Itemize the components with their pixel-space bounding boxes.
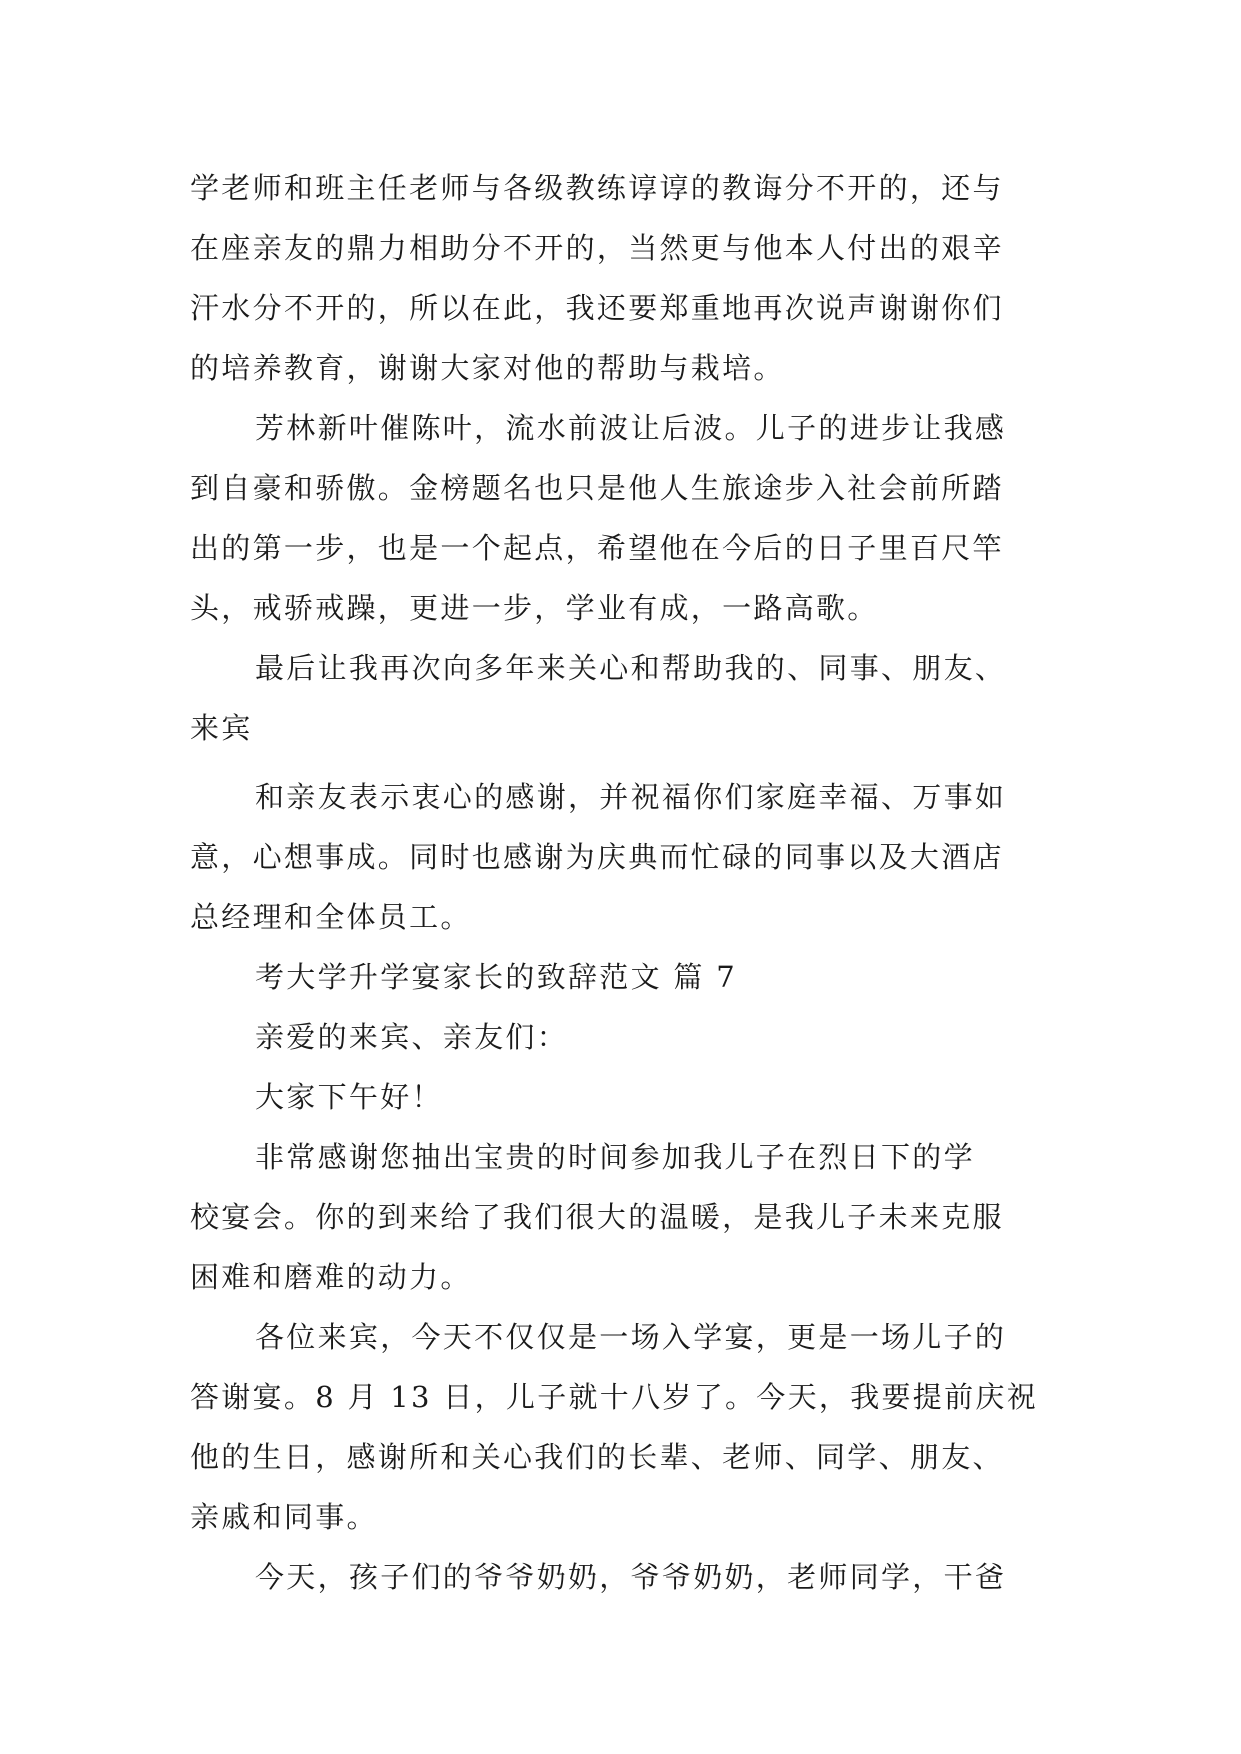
greeting: 大家下午好！	[255, 1080, 443, 1114]
text-line: 亲戚和同事。	[190, 1500, 378, 1534]
text-line: 和亲友表示衷心的感谢，并祝福你们家庭幸福、万事如	[255, 780, 1007, 814]
text-line: 出的第一步，也是一个起点，希望他在今后的日子里百尺竿	[190, 531, 1004, 565]
text-line: 在座亲友的鼎力相助分不开的，当然更与他本人付出的艰辛	[190, 231, 1004, 265]
text-line: 意，心想事成。同时也感谢为庆典而忙碌的同事以及大酒店	[190, 840, 1004, 874]
text-line: 他的生日，感谢所和关心我们的长辈、老师、同学、朋友、	[190, 1440, 1004, 1474]
text-line: 的培养教育，谢谢大家对他的帮助与栽培。	[190, 351, 785, 385]
text-line: 今天，孩子们的爷爷奶奶，爷爷奶奶，老师同学，干爸	[255, 1560, 1007, 1594]
text-line: 总经理和全体员工。	[190, 900, 472, 934]
text-line: 学老师和班主任老师与各级教练谆谆的教诲分不开的，还与	[190, 171, 1004, 205]
text-line: 到自豪和骄傲。金榜题名也只是他人生旅途步入社会前所踏	[190, 471, 1004, 505]
text-line: 芳林新叶催陈叶，流水前波让后波。儿子的进步让我感	[255, 411, 1007, 445]
text-line: 困难和磨难的动力。	[190, 1260, 472, 1294]
salutation: 亲爱的来宾、亲友们：	[255, 1020, 569, 1054]
text-line: 答谢宴。8 月 13 日，儿子就十八岁了。今天，我要提前庆祝	[190, 1380, 1039, 1414]
text-line: 头，戒骄戒躁，更进一步，学业有成，一路高歌。	[190, 591, 879, 625]
text-line: 最后让我再次向多年来关心和帮助我的、同事、朋友、	[255, 651, 1007, 685]
document-body	[190, 158, 1060, 1607]
text-line: 来宾	[190, 711, 253, 745]
section-heading: 考大学升学宴家长的致辞范文 篇 7	[255, 960, 737, 994]
text-line: 各位来宾，今天不仅仅是一场入学宴，更是一场儿子的	[255, 1320, 1007, 1354]
text-line: 校宴会。你的到来给了我们很大的温暖，是我儿子未来克服	[190, 1200, 1004, 1234]
text-line: 汗水分不开的，所以在此，我还要郑重地再次说声谢谢你们	[190, 291, 1004, 325]
text-line: 非常感谢您抽出宝贵的时间参加我儿子在烈日下的学	[255, 1140, 975, 1174]
